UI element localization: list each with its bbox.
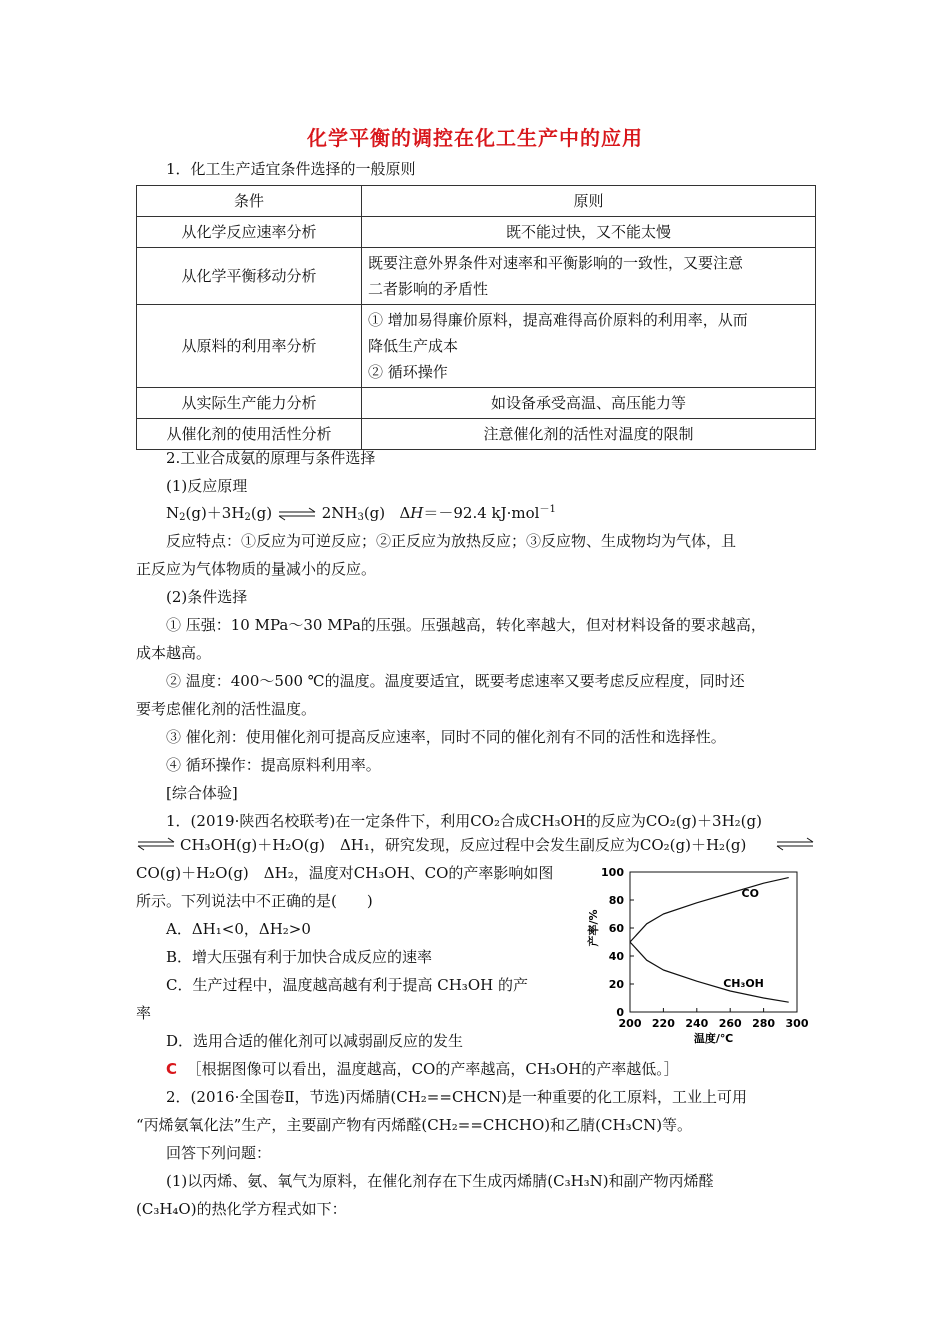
reversible-arrow-icon (277, 508, 317, 520)
paragraph-line: 反应特点：①反应为可逆反应；②正反应为放热反应；③反应物、生成物均为气体，且 (166, 532, 737, 550)
table-cell-condition: 从原料的利用率分析 (137, 305, 362, 388)
principle-line: ② 循环操作 (368, 363, 448, 381)
table-row (137, 388, 816, 419)
x-axis-label: 温度/℃ (693, 1032, 734, 1045)
x-tick-label: 200 (618, 1017, 642, 1030)
y-tick-label: 80 (608, 894, 624, 907)
table-row (137, 248, 816, 305)
series-label: CO (741, 887, 759, 901)
option-b: B．增大压强有利于加快合成反应的速率 (166, 948, 433, 966)
y-tick-label: 60 (608, 922, 624, 935)
reversible-arrow-icon (775, 838, 815, 850)
table-header-row (137, 186, 816, 217)
eq-part: (g)＋3H (185, 504, 245, 522)
paragraph-line: 正反应为气体物质的量减小的反应。 (136, 560, 377, 578)
table-header-principle: 原则 (362, 186, 816, 217)
table-row (137, 305, 816, 388)
series-label: CH₃OH (723, 976, 764, 990)
eq-part: (g) (250, 504, 273, 522)
x-tick-label: 220 (651, 1017, 675, 1030)
y-tick-label: 20 (608, 978, 624, 991)
option-c: C．生产过程中，温度越高越有利于提高 CH₃OH 的产 (166, 976, 528, 994)
x-tick-label: 260 (718, 1017, 742, 1030)
question-line: CO(g)＋H₂O(g) ΔH₂，温度对CH₃OH、CO的产率影响如图 (136, 864, 554, 882)
x-tick-label: 280 (752, 1017, 776, 1030)
question-line: (1)以丙烯、氨、氧气为原料，在催化剂存在下生成丙烯腈(C₃H₃N)和副产物丙烯醛 (166, 1172, 714, 1190)
question-line: CH₃OH(g)＋H₂O(g) ΔH₁，研究发现，反应过程中会发生副反应为CO₂(g)＋H₂(g) (180, 836, 747, 854)
paragraph-line: ③ 催化剂：使用催化剂可提高反应速率，同时不同的催化剂有不同的活性和选择性。 (166, 728, 726, 746)
paragraph-line: ① 压强：10 MPa～30 MPa的压强。压强越高，转化率越大，但对材料设备的要求越高， (166, 616, 766, 634)
table-cell-principle: 如设备承受高温、高压能力等 (362, 388, 816, 419)
section-1-heading: 1．化工生产适宜条件选择的一般原则 (166, 160, 416, 178)
answer-line (166, 1059, 846, 1079)
table-cell-principle: 注意催化剂的活性对温度的限制 (362, 419, 816, 450)
principle-line: ① 增加易得廉价原料，提高难得高价原料的利用率，从而 (368, 311, 748, 329)
y-tick-label: 100 (601, 866, 624, 879)
yield-temperature-chart (585, 862, 809, 1048)
eq-part: －1 (539, 504, 556, 515)
principles-table (136, 185, 816, 450)
table-cell-condition: 从化学平衡移动分析 (137, 248, 362, 305)
y-tick-label: 40 (608, 950, 624, 963)
option-d: D．选用合适的催化剂可以减弱副反应的发生 (166, 1032, 464, 1050)
y-tick-label: 0 (616, 1006, 624, 1019)
plot-frame (630, 872, 797, 1012)
question-line: (C₃H₄O)的热化学方程式如下： (136, 1200, 347, 1218)
x-tick-label: 300 (785, 1017, 809, 1030)
table-cell-condition: 从催化剂的使用活性分析 (137, 419, 362, 450)
principle-line: 降低生产成本 (368, 337, 459, 355)
paragraph-line: ② 温度：400～500 ℃的温度。温度要适宜，既要考虑速率又要考虑反应程度，同时还 (166, 672, 745, 690)
table-cell-principle (362, 305, 816, 388)
section-2-heading: 2.工业合成氨的原理与条件选择 (166, 449, 376, 467)
eq-part: 2NH (321, 504, 358, 522)
subheading-conditions: (2)条件选择 (166, 588, 248, 606)
series-line-ch3oh (630, 942, 789, 1002)
reversible-arrow-icon (136, 838, 176, 850)
question-line: “丙烯氨氧化法”生产，主要副产物有丙烯醛(CH₂==CHCHO)和乙腈(CH₃CN)等。 (136, 1116, 693, 1134)
paragraph-line: ④ 循环操作：提高原料利用率。 (166, 756, 381, 774)
option-a: A．ΔH₁<0，ΔH₂>0 (166, 920, 311, 938)
ammonia-equation: $N_2(g)+3H_2(g)$ $2NH_3(g)$ ΔH＝－92.4 kJ·mol$^{-1}$ (166, 504, 556, 523)
eq-part: N (166, 504, 180, 522)
answer-letter: C (166, 1060, 178, 1078)
question-line: 所示。下列说法中不正确的是( ) (136, 892, 373, 910)
eq-part: ＝－92.4 kJ·mol (423, 504, 540, 522)
y-axis-label: 产率/% (587, 909, 600, 947)
question-line: 2．(2016·全国卷Ⅱ，节选)丙烯腈(CH₂==CHCN)是一种重要的化工原料，工业上可用 (166, 1088, 747, 1106)
question-line: 1．(2019·陕西名校联考)在一定条件下，利用CO₂合成CH₃OH的反应为CO₂(g)＋3H₂(g) (166, 812, 762, 830)
table-row (137, 217, 816, 248)
table-header-condition: 条件 (137, 186, 362, 217)
answer-explanation: ［根据图像可以看出，温度越高，CO的产率越高，CH₃OH的产率越低。］ (186, 1060, 679, 1078)
eq-part: Δ (399, 504, 411, 522)
eq-part: (g) (363, 504, 386, 522)
table-row (137, 419, 816, 450)
experience-heading: [综合体验] (166, 784, 238, 802)
subheading-reaction: (1)反应原理 (166, 477, 248, 495)
x-tick-label: 240 (685, 1017, 709, 1030)
principle-line: 既要注意外界条件对速率和平衡影响的一致性，又要注意 (368, 254, 744, 272)
principle-line: 二者影响的矛盾性 (368, 280, 489, 298)
series-line-co (630, 878, 789, 942)
paragraph-line: 要考虑催化剂的活性温度。 (136, 700, 317, 718)
question-line: 回答下列问题： (166, 1144, 272, 1162)
page-title: 化学平衡的调控在化工生产中的应用 (307, 126, 643, 150)
table-cell-principle: 既不能过快，又不能太慢 (362, 217, 816, 248)
paragraph-line: 成本越高。 (136, 644, 212, 662)
option-c-cont: 率 (136, 1004, 152, 1022)
table-cell-principle (362, 248, 816, 305)
eq-part: H (410, 504, 424, 522)
table-cell-condition: 从实际生产能力分析 (137, 388, 362, 419)
table-cell-condition: 从化学反应速率分析 (137, 217, 362, 248)
